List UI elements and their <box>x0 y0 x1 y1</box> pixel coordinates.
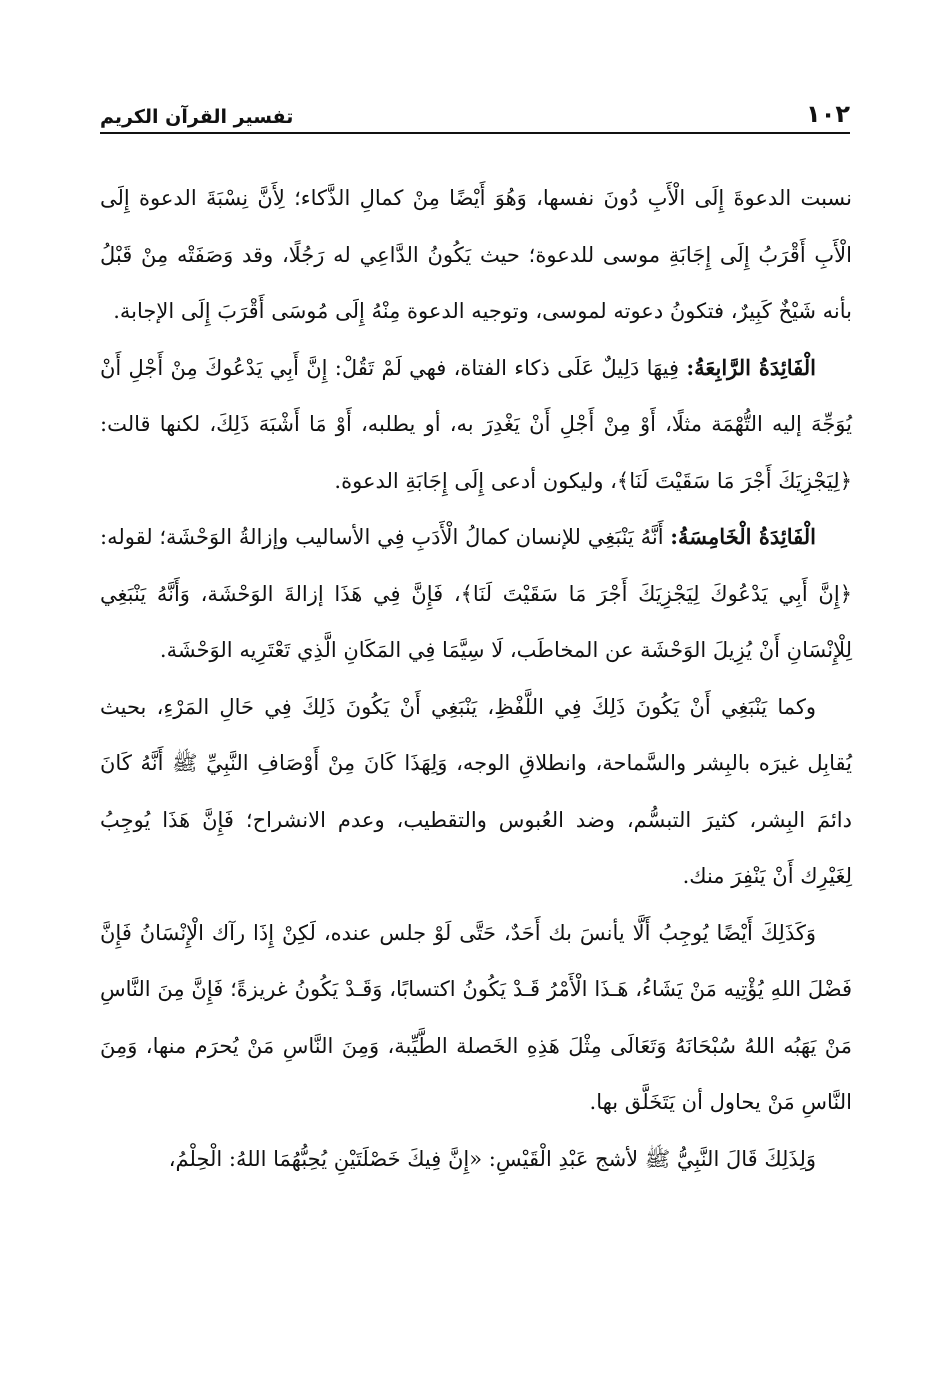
page-body <box>100 170 852 1187</box>
paragraph-5-text: وَكَذَلِكَ أَيْضًا يُوجِبُ أَلَّا يأنسَ بك أَحَدٌ، حَتَّى لَوْ جلس عنده، لَكِنْ إِذَا رآك الْإِنْسَانُ فَإِنَّ فَضْلَ اللهِ يُؤْتِيه مَنْ يَشَاءُ، هَـذَا الْأَمْرُ قَـدْ يَكُونُ اكتسابًا، وَقَـدْ يَكُونُ غريزةً؛ فَإِنَّ مِنَ النَّاسِ مَنْ يَهَبُه اللهُ سُبْحَانَهُ وَتَعَالَى مِثْلَ هَذِهِ الخَصلة الطَّيِّبة، وَمِنَ النَّاسِ مَنْ يُحرَم منها، وَمِنَ النَّاسِ مَنْ يحاول أن يَتَخَلَّق بها. <box>100 920 852 1114</box>
paragraph-5 <box>100 905 852 1131</box>
paragraph-3 <box>100 509 852 679</box>
benefit-five-heading: الْفَائِدَةُ الْخَامِسَةُ: <box>670 524 816 549</box>
paragraph-6-text: وَلِذَلِكَ قَالَ النَّبِيُّ ﷺ لأشج عَبْدِ الْقَيْسِ: «إِنَّ فِيكَ خَصْلَتَيْنِ يُحِبُّهُمَا اللهُ: الْحِلْمُ، <box>168 1146 816 1171</box>
page-header <box>100 92 850 134</box>
paragraph-2 <box>100 340 852 510</box>
paragraph-2-text: فِيهَا دَلِيلٌ عَلَى ذكاء الفتاة، فهي لَمْ تَقُلْ: إِنَّ أَبِي يَدْعُوكَ مِنْ أَجْلِ أَنْ يُوَجِّهَ إليه التُّهْمَة مثلًا، أَوْ مِنْ أَجْلِ أَنْ يَغْدِرَ به، أو يطلبه، أَوْ مَا أَشْبَهَ ذَلِكَ، لكنها قالت: ﴿لِيَجْزِيَكَ أَجْرَ مَا سَقَيْتَ لَنَا﴾، وليكون أدعى إِلَى إِجَابَةِ الدعوة. <box>100 355 852 493</box>
paragraph-3-text: أَنَّهُ يَنْبَغِي للإنسان كمالُ الْأَدَبِ فِي الأساليب وإزالةُ الوَحْشَة؛ لقوله: ﴿إِنَّ أَبِي يَدْعُوكَ لِيَجْزِيَكَ أَجْرَ مَا سَقَيْتَ لَنَا﴾، فَإِنَّ فِي هَذَا إزالةَ الوَحْشَة، وَأَنَّهُ يَنْبَغِي لِلْإِنْسَانِ أَنْ يُزِيلَ الوَحْشَة عن المخاطَب، لَا سِيَّمَا فِي المَكَانِ الَّذِي تَعْتَرِيه الوَحْشَة. <box>100 525 852 662</box>
paragraph-4 <box>100 679 852 905</box>
page-number: ١٠٢ <box>806 100 850 128</box>
book-title: تفسير القرآن الكريم <box>100 106 294 128</box>
paragraph-1 <box>100 170 852 340</box>
paragraph-4-text: وكما يَنْبَغِي أَنْ يَكُونَ ذَلِكَ فِي اللَّفْظِ، يَنْبَغِي أَنْ يَكُونَ ذَلِكَ فِي حَالِ المَرْءِ، بحيث يُقابِل غيرَه بالبِشر والسَّماحة، وانطلاقِ الوجه، وَلِهَذَا كَانَ مِنْ أَوْصَافِ النَّبِيِّ ﷺ أَنَّهُ كَانَ دائمَ البِشر، كثيرَ التبسُّم، وضد العُبوس والتقطيب، وعدم الانشراح؛ فَإِنَّ هَذَا يُوجِبُ لِغَيْرِك أَنْ يَنْفِرَ منك. <box>100 694 852 888</box>
paragraph-1-text: نسبت الدعوةَ إِلَى الْأَبِ دُونَ نفسها، وَهُوَ أَيْضًا مِنْ كمالِ الذَّكاء؛ لِأَنَّ نِسْبَةَ الدعوة إِلَى الْأَبِ أَقْرَبُ إِلَى إِجَابَةِ موسى للدعوة؛ حيث يَكُونُ الدَّاعِي له رَجُلًا، وقد وَصَفَتْه مِنْ قَبْلُ بأنه شَيْخٌ كَبِيرٌ، فتكونُ دعوته لموسى، وتوجيه الدعوة مِنْهُ إِلَى مُوسَى أَقْرَبَ إِلَى الإجابة. <box>100 186 852 323</box>
benefit-four-heading: الْفَائِدَةُ الرَّابِعَةُ: <box>686 354 816 380</box>
paragraph-6 <box>100 1131 852 1188</box>
